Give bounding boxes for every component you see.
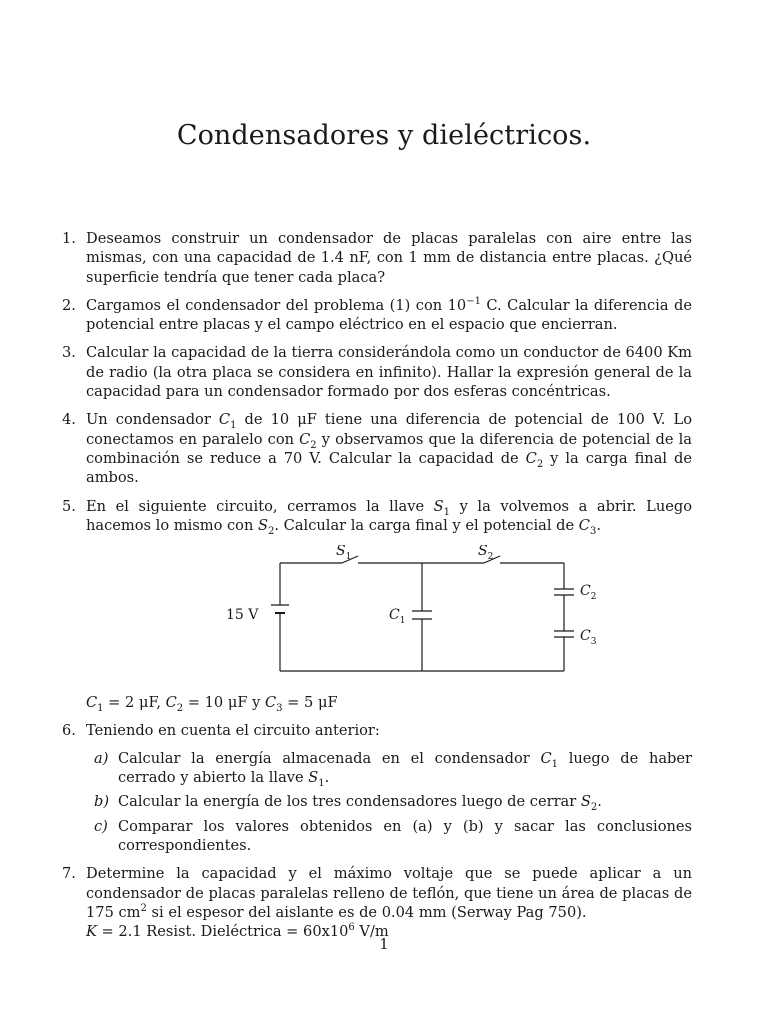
- problem-7: [62, 864, 692, 941]
- problem-number: 2.: [62, 296, 76, 314]
- problem-number: 4.: [62, 411, 76, 429]
- problem-5: [62, 497, 692, 713]
- problem-number: 5.: [62, 497, 76, 515]
- problem-3: [62, 343, 692, 401]
- problem-4: [62, 410, 692, 487]
- problem-number: 3.: [62, 344, 76, 362]
- subitem-label: b): [94, 793, 110, 811]
- capacitor-c2-label: $C_2$: [580, 583, 597, 603]
- problem-2: [62, 296, 692, 335]
- circuit-diagram: [24, 545, 768, 685]
- problem-number: 7.: [62, 865, 76, 883]
- page-number: 1: [379, 936, 389, 953]
- subitem-label: c): [94, 817, 108, 835]
- problem-text: Teniendo en cuenta el circuito anterior:: [86, 722, 380, 740]
- problem-6: [62, 721, 692, 855]
- switch-s1-label: $S_1$: [336, 545, 352, 563]
- problem-number: 6.: [62, 722, 76, 740]
- capacitor-values: $C_1 = 2$ μF, $C_2 = 10$ μF y $C_3 = 5$ μF: [86, 694, 338, 715]
- problem-number: 1.: [62, 230, 76, 247]
- problem-text: En el siguiente circuito, cerramos la llave $S_1$ y la volvemos a abrir. Luego hacemos lo mismo con $S_2$. Calcular la carga final y el potencial de $C_3$.: [86, 497, 692, 537]
- subitem-label: a): [94, 749, 109, 767]
- subitem-a: [94, 749, 692, 788]
- capacitor-c3-label: $C_3$: [580, 628, 597, 648]
- subitem-list: [86, 749, 692, 855]
- subitem-text: Calcular la energía de los tres condensadores luego de cerrar $S_2$.: [118, 793, 602, 814]
- switch-s2-label: $S_2$: [478, 545, 494, 563]
- problem-text: Deseamos construir un condensador de placas paralelas con aire entre las mismas, con una capacidad de 1.4 nF, con 1 mm de distancia entre placas. ¿Qué superficie tendría que tener cada placa?: [86, 230, 692, 286]
- capacitor-c1-label: $C_1$: [389, 607, 406, 627]
- battery-label: 15 V: [226, 607, 259, 624]
- problem-1: [62, 229, 692, 287]
- subitem-text: Comparar los valores obtenidos en (a) y (b) y sacar las conclusiones correspondientes.: [118, 817, 692, 854]
- subitem-text: Calcular la energía almacenada en el condensador $C_1$ luego de haber cerrado y abierto la llave $S_1$.: [118, 749, 692, 789]
- subitem-b: [94, 792, 692, 814]
- problem-text: Un condensador $C_1$ de 10 μF tiene una diferencia de potencial de 100 V. Lo conectamos en paralelo con $C_2$ y observamos que la diferencia de potencial de la combinación se reduce a 70 V. Calcular la capacidad de $C_2$ y la carga final de ambos.: [86, 411, 693, 487]
- problem-list: [62, 229, 692, 950]
- problem-text: Cargamos el condensador del problema (1) con $10^{-1}$ C. Calcular la diferencia de potencial entre placas y el campo eléctrico en el espacio que encierran.: [86, 296, 692, 334]
- problem-text: Calcular la capacidad de la tierra considerándola como un conductor de 6400 Km de radio (la otra placa se considera en infinito). Hallar la expresión general de la capacidad para un condensador formado por dos esferas concéntricas.: [86, 344, 693, 401]
- page-title: Condensadores y dieléctricos.: [176, 120, 592, 151]
- subitem-c: [94, 817, 692, 856]
- problem-text: Determine la capacidad y el máximo voltaje que se puede aplicar a un condensador de placas paralelas relleno de teflón, que tiene un área de placas de 175 $cm^2$ si el espesor del aislante es de 0.04 mm (Serway Pag 750). K = 2.1 Resist. Dieléctrica = $60x10^6$ V/m: [86, 865, 692, 941]
